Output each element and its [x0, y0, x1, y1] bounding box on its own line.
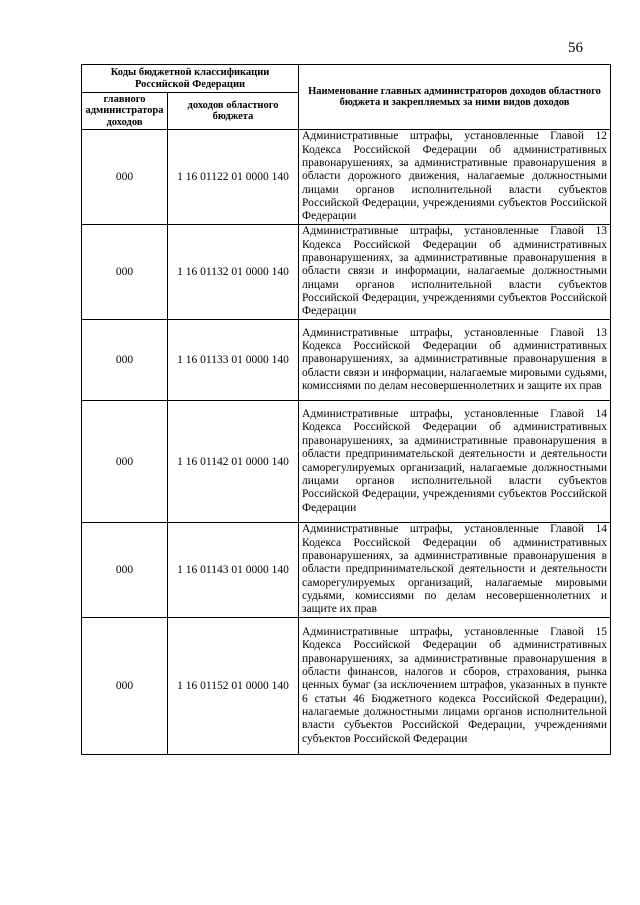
income-name-cell: Административные штрафы, установленные Главой 13 Кодекса Российской Федерации об административных правонарушениях, за административные правонарушения в области связи и информации, налагаемые мировыми судьями, комиссиями по делам несовершеннолетних и защите их прав [299, 320, 611, 401]
table-row [82, 130, 611, 225]
table-header [82, 65, 611, 130]
budget-code-cell: 1 16 01132 01 0000 140 [168, 225, 299, 320]
table-row [82, 401, 611, 523]
table-row [82, 225, 611, 320]
admin-code-cell: 000 [82, 618, 168, 755]
income-name-cell: Административные штрафы, установленные Главой 12 Кодекса Российской Федерации об административных правонарушениях, за административные правонарушения в области дорожного движения, налагаемые должностными лицами органов исполнительной власти субъектов Российской Федерации, учреждениями субъектов Российской Федерации [299, 130, 611, 225]
admin-code-cell: 000 [82, 130, 168, 225]
income-name-cell: Административные штрафы, установленные Главой 14 Кодекса Российской Федерации об административных правонарушениях, за административные правонарушения в области предпринимательской деятельности и деятельности саморегулируемых организаций, налагаемые мировыми судьями, комиссиями по делам несовершеннолетних и защите их прав [299, 523, 611, 618]
header-budget-column: доходов областного бюджета [168, 93, 299, 130]
table-row [82, 523, 611, 618]
budget-code-cell: 1 16 01143 01 0000 140 [168, 523, 299, 618]
income-name-cell: Административные штрафы, установленные Главой 13 Кодекса Российской Федерации об административных правонарушениях, за административные правонарушения в области связи и информации, налагаемые должностными лицами органов исполнительной власти субъектов Российской Федерации, учреждениями субъектов Российской Федерации [299, 225, 611, 320]
budget-code-cell: 1 16 01142 01 0000 140 [168, 401, 299, 523]
header-group-title: Коды бюджетной классификации Российской Федерации [82, 65, 299, 93]
admin-code-cell: 000 [82, 401, 168, 523]
header-name-column: Наименование главных администраторов доходов областного бюджета и закрепляемых за ними видов доходов [299, 65, 611, 130]
budget-classification-table [81, 64, 611, 755]
table-row [82, 618, 611, 755]
budget-code-cell: 1 16 01133 01 0000 140 [168, 320, 299, 401]
income-name-cell: Административные штрафы, установленные Главой 14 Кодекса Российской Федерации об административных правонарушениях, за административные правонарушения в области предпринимательской деятельности и деятельности саморегулируемых организаций, налагаемые должностными лицами органов исполнительной власти субъектов Российской Федерации, учреждениями субъектов Российской Федерации [299, 401, 611, 523]
page-number: 56 [568, 40, 583, 56]
admin-code-cell: 000 [82, 320, 168, 401]
income-name-cell: Административные штрафы, установленные Главой 15 Кодекса Российской Федерации об административных правонарушениях, за административные правонарушения в области финансов, налогов и сборов, страхования, рынка ценных бумаг (за исключением штрафов, указанных в пункте 6 статьи 46 Бюджетного кодекса Российской Федерации), налагаемые должностными лицами органов исполнительной власти субъектов Российской Федерации, учреждениями субъектов Российской Федерации [299, 618, 611, 755]
admin-code-cell: 000 [82, 225, 168, 320]
budget-code-cell: 1 16 01152 01 0000 140 [168, 618, 299, 755]
admin-code-cell: 000 [82, 523, 168, 618]
table-row [82, 320, 611, 401]
header-admin-column: главного администратора доходов [82, 93, 168, 130]
budget-code-cell: 1 16 01122 01 0000 140 [168, 130, 299, 225]
